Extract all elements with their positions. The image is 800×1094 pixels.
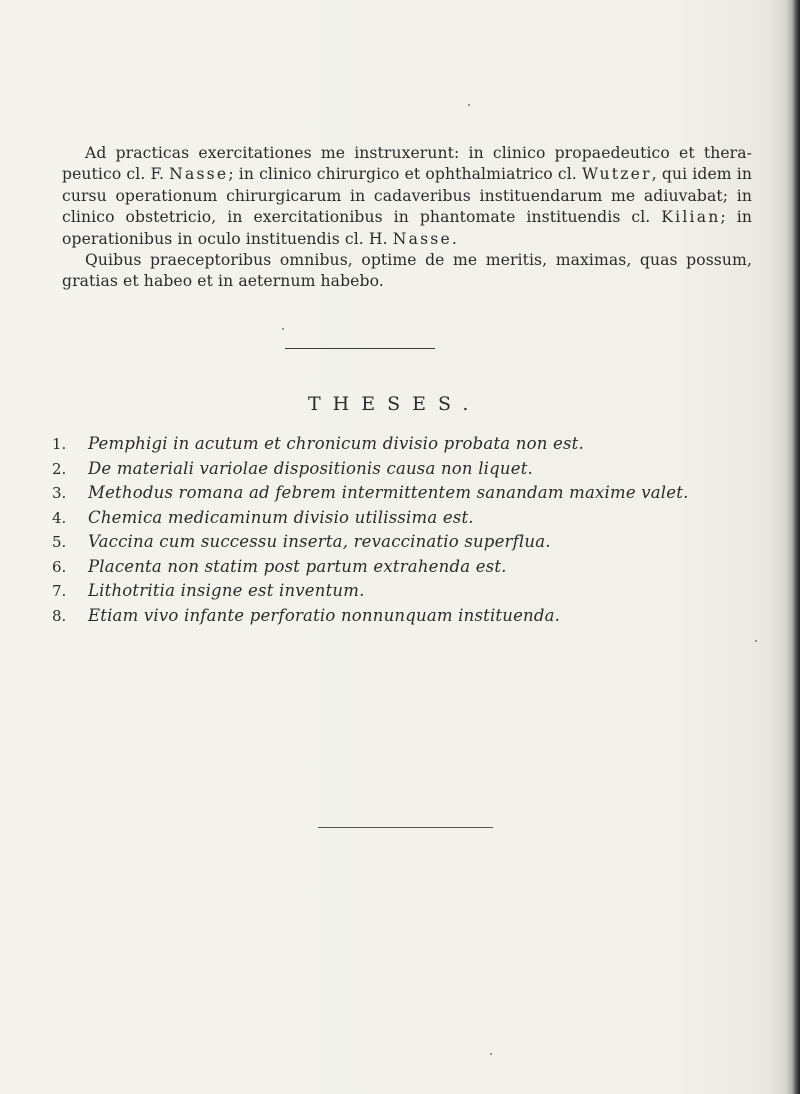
thesis-number: 1. xyxy=(52,435,67,453)
teacher-name-kilian: Kilian xyxy=(661,208,721,227)
theses-heading: THESES. xyxy=(308,393,481,415)
teacher-name-h-nasse: Nasse xyxy=(392,229,452,248)
teacher-name-wutzer: Wutzer xyxy=(581,165,652,184)
acknowledgement-paragraph xyxy=(62,143,752,250)
thesis-number: 3. xyxy=(52,484,67,502)
thesis-item xyxy=(52,604,752,629)
thesis-number: 6. xyxy=(52,557,67,576)
thesis-text: Pemphigi in acutum et chronicum divisio probata non est. xyxy=(88,434,584,453)
thesis-item xyxy=(52,506,752,531)
ack-segment: ; in clinico chirurgico et ophthalmiatrico cl. xyxy=(228,165,582,184)
thesis-item xyxy=(52,457,752,482)
thesis-text: Etiam vivo infante perforatio nonnunquam instituenda. xyxy=(88,605,561,625)
thesis-text: Lithotritia insigne est inventum. xyxy=(88,581,365,600)
ack-segment: , qui idem in cursu operationum chirurgicarum in cadaveribus instituendarum me adiuvabat; in clinico obstetricio, in exercitationibus in phantomate instituendis cl. xyxy=(62,165,753,227)
thesis-number: 4. xyxy=(52,508,67,527)
thesis-item xyxy=(52,432,752,457)
thesis-item xyxy=(52,579,752,604)
thesis-text: Placenta non statim post partum extrahenda est. xyxy=(88,556,507,576)
acknowledgement xyxy=(62,143,752,293)
ack-segment: ; in operationibus in oculo instituendis cl. H. xyxy=(62,208,752,248)
ack-segment: . xyxy=(451,229,457,248)
thesis-text: Methodus romana ad febrem intermittentem sanandam maxime valet. xyxy=(88,483,689,502)
ack-segment: Ad practicas exercitationes me instruxerunt: in clinico propaedeutico et thera-peutico cl. F. xyxy=(62,144,752,184)
thesis-text: Chemica medicaminum divisio utilissima est. xyxy=(88,507,474,527)
thesis-text: De materiali variolae dispositionis causa non liquet. xyxy=(88,458,533,478)
thesis-text: Vaccina cum successu inserta, revaccinatio superflua. xyxy=(88,532,551,551)
thesis-item xyxy=(52,530,752,555)
theses-list xyxy=(52,432,752,628)
paper-speck xyxy=(282,328,284,330)
thesis-number: 8. xyxy=(52,606,67,625)
thesis-number: 5. xyxy=(52,533,67,551)
thesis-number: 7. xyxy=(52,582,67,600)
acknowledgement-closing: Quibus praeceptoribus omnibus, optime de me meritis, maximas, quas possum, gratias et habeo et in aeternum habebo. xyxy=(62,251,752,291)
thesis-item xyxy=(52,481,752,506)
top-divider-rule xyxy=(285,348,435,349)
thesis-item xyxy=(52,555,752,580)
bottom-divider-rule xyxy=(318,827,493,828)
page-edge-shadow xyxy=(786,0,800,1094)
paper-speck xyxy=(755,640,757,642)
teacher-name-nasse: Nasse xyxy=(169,165,229,184)
paper-speck xyxy=(468,104,470,106)
paper-speck xyxy=(490,1053,492,1055)
thesis-number: 2. xyxy=(52,459,67,478)
